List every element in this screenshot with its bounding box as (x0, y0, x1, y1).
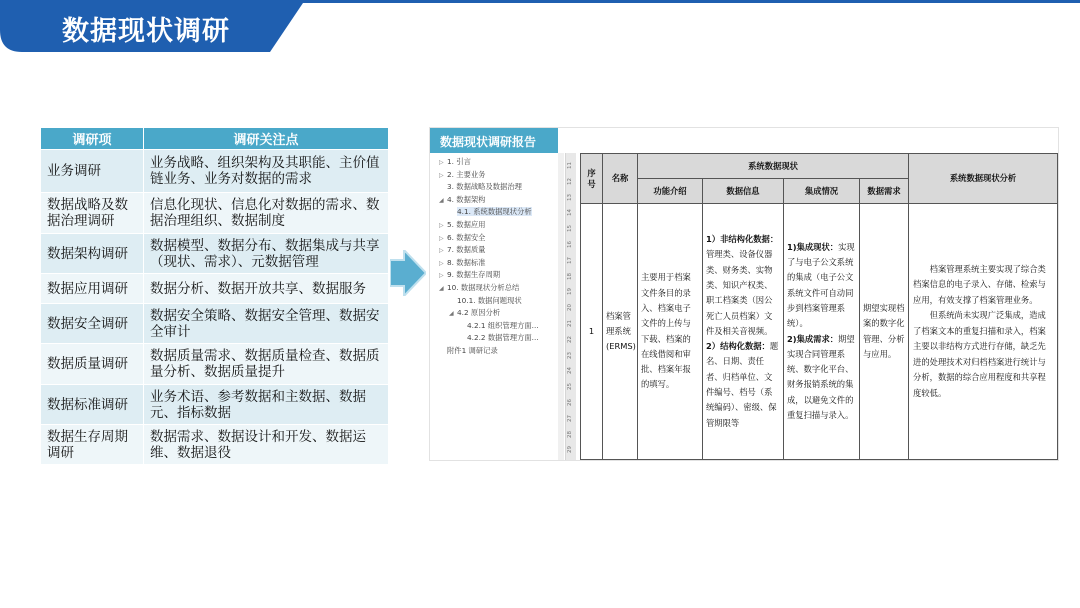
table-row (41, 344, 389, 385)
research-header-item: 调研项 (41, 128, 144, 150)
research-item: 数据安全调研 (41, 304, 144, 344)
doc-cell-seq: 1 (581, 204, 603, 460)
table-row (41, 425, 389, 465)
nav-item-label: 10. 数据现状分析总结 (447, 282, 520, 292)
nav-item[interactable] (430, 257, 565, 270)
doc-cell-need: 期望实现档案的数字化管理、分析与应用。 (860, 204, 909, 460)
integ-heading-status: 1)集成现状： (787, 241, 839, 252)
ruler-number: 19 (567, 288, 573, 296)
document-screenshot (429, 127, 1059, 461)
nav-item[interactable] (430, 194, 565, 207)
nav-item[interactable] (430, 232, 565, 245)
doc-cell-name: 档案管理系统(ERMS) (603, 204, 638, 460)
nav-item[interactable] (430, 295, 565, 308)
doc-cell-func: 主要用于档案文件条目的录入、档案电子文件的上传与下载、档案的在线借阅和审批、档案年报的填写。 (638, 204, 703, 460)
nav-item-label: 8. 数据标准 (447, 257, 486, 267)
table-row (41, 150, 389, 193)
ruler-number: 18 (567, 272, 573, 280)
nav-toggle-icon[interactable]: ▷ (439, 259, 444, 267)
ruler-number: 28 (567, 430, 573, 438)
research-focus: 业务术语、参考数据和主数据、数据元、指标数据 (144, 385, 389, 425)
ruler-number: 16 (567, 241, 573, 248)
navigation-pane (430, 128, 565, 460)
doc-header-info: 数据信息 (703, 179, 784, 204)
research-header-focus: 调研关注点 (144, 128, 389, 150)
doc-cell-integ (784, 204, 860, 460)
nav-toggle-icon[interactable]: ◢ (439, 284, 444, 292)
research-focus: 数据质量需求、数据质量检查、数据质量分析、数据质量提升 (144, 344, 389, 385)
research-focus: 业务战略、组织架构及其职能、主价值链业务、业务对数据的需求 (144, 150, 389, 193)
top-accent-line (300, 0, 1080, 3)
table-row (581, 204, 1058, 460)
nav-toggle-icon[interactable]: ▷ (439, 221, 444, 229)
nav-item[interactable] (430, 269, 565, 282)
nav-item-label: 4.2.1 组织管理方面... (467, 320, 539, 330)
system-status-table (580, 153, 1058, 460)
doc-cell-analysis (909, 204, 1058, 460)
doc-header-status: 系统数据现状 (638, 154, 909, 179)
nav-item[interactable] (430, 169, 565, 182)
research-item: 数据标准调研 (41, 385, 144, 425)
vertical-ruler (565, 153, 576, 460)
analysis-paragraph-2: 但系统尚未实现广泛集成，造成了档案文本的重复扫描和录入，档案主要以非结构方式进行存储，缺乏先进的处理技术对归档档案进行统计与分析，数据的综合应用程度和共享程度较低。 (913, 310, 1046, 398)
doc-header-need: 数据需求 (860, 179, 909, 204)
nav-item[interactable] (430, 206, 565, 219)
nav-toggle-icon[interactable]: ◢ (439, 196, 444, 204)
research-table (40, 127, 389, 465)
nav-item-label: 4.2 原因分析 (457, 308, 501, 318)
title-banner (0, 0, 305, 52)
doc-header-analysis: 系统数据现状分析 (909, 154, 1058, 204)
doc-header-func: 功能介绍 (638, 179, 703, 204)
nav-list (430, 156, 565, 358)
nav-item-label: 4.1. 系统数据现状分析 (457, 207, 532, 217)
ruler-number: 22 (567, 335, 573, 343)
research-item: 数据架构调研 (41, 234, 144, 274)
ruler-number: 21 (567, 320, 573, 327)
nav-toggle-icon[interactable]: ▷ (439, 234, 444, 242)
nav-item[interactable] (430, 307, 565, 320)
nav-item[interactable] (430, 345, 565, 358)
table-row (41, 274, 389, 304)
nav-item-label: 10.1. 数据问题现状 (457, 295, 522, 305)
research-item: 业务调研 (41, 150, 144, 193)
doc-header-integ: 集成情况 (784, 179, 860, 204)
ruler-number: 27 (567, 414, 573, 422)
nav-toggle-icon[interactable]: ▷ (439, 171, 444, 179)
nav-title: 数据现状调研报告 (430, 128, 558, 153)
info-heading-unstructured: 1）非结构化数据： (706, 234, 779, 245)
ruler-number: 24 (567, 367, 573, 375)
table-row (41, 385, 389, 425)
research-item: 数据应用调研 (41, 274, 144, 304)
info-heading-structured: 2）结构化数据： (706, 341, 770, 352)
table-row (41, 193, 389, 234)
ruler-number: 13 (567, 193, 573, 201)
page-title: 数据现状调研 (62, 16, 230, 47)
integ-heading-need: 2)集成需求： (787, 333, 839, 344)
table-row (41, 304, 389, 344)
nav-item-label: 9. 数据生存周期 (447, 270, 501, 280)
nav-item-label: 5. 数据应用 (447, 219, 486, 229)
research-focus: 数据需求、数据设计和开发、数据运维、数据退役 (144, 425, 389, 465)
nav-item[interactable] (430, 244, 565, 257)
nav-item-label: 附件1 调研记录 (447, 345, 498, 355)
ruler-number: 11 (567, 162, 573, 169)
research-focus: 信息化现状、信息化对数据的需求、数据治理组织、数据制度 (144, 193, 389, 234)
nav-item-label: 1. 引言 (447, 157, 471, 166)
research-focus: 数据分析、数据开放共享、数据服务 (144, 274, 389, 304)
ruler-number: 25 (567, 383, 573, 391)
research-item: 数据生存周期调研 (41, 425, 144, 465)
doc-header-name: 名称 (603, 154, 638, 204)
ruler-number: 15 (567, 225, 573, 233)
ruler-number: 29 (567, 446, 573, 454)
integ-text-need: 期望实现合同管理系统、数字化平台、财务报销系统的集成，以避免文件的重复扫描与录入。 (787, 333, 855, 420)
nav-item-label: 6. 数据安全 (447, 232, 486, 242)
research-focus: 数据模型、数据分布、数据集成与共享（现状、需求）、元数据管理 (144, 234, 389, 274)
nav-toggle-icon[interactable]: ▷ (439, 272, 444, 280)
nav-item[interactable] (430, 156, 565, 169)
nav-item-label: 3. 数据战略及数据治理 (447, 182, 522, 192)
research-item: 数据质量调研 (41, 344, 144, 385)
nav-item[interactable] (430, 332, 565, 345)
doc-header-seq: 序号 (581, 154, 603, 204)
ruler-number: 14 (567, 209, 573, 217)
nav-item[interactable] (430, 320, 565, 333)
nav-toggle-icon[interactable]: ▷ (439, 159, 444, 166)
nav-item-label: 7. 数据质量 (447, 245, 486, 255)
ruler-number: 12 (567, 177, 573, 185)
ruler-number: 20 (567, 304, 573, 312)
nav-item-label: 2. 主要业务 (447, 169, 486, 179)
nav-item[interactable] (430, 282, 565, 295)
nav-toggle-icon[interactable]: ▷ (439, 247, 444, 255)
right-arrow-icon (390, 250, 426, 300)
table-row (41, 234, 389, 274)
info-text-structured: 题名、日期、责任者、归档单位、文件编号、档号（系统编码）、密级、保管期限等 (706, 341, 779, 428)
ruler-number: 23 (567, 351, 573, 359)
info-text-unstructured: 管理类、设备仪器类、财务类、实物类、知识产权类、职工档案类（因公死亡人员档案）文件及相关音视频。 (706, 249, 773, 336)
nav-scrollbar[interactable] (558, 153, 564, 460)
nav-toggle-icon[interactable]: ◢ (449, 310, 454, 318)
nav-item-label: 4.2.2 数据管理方面... (467, 333, 539, 343)
integ-text-status: 实现了与电子公文系统的集成（电子公文系统文件可自动同步到档案管理系统）。 (787, 241, 855, 329)
nav-item[interactable] (430, 219, 565, 232)
nav-item-label: 4. 数据架构 (447, 194, 486, 204)
analysis-paragraph-1: 档案管理系统主要实现了综合类档案信息的电子录入、存储、检索与应用，有效支撑了档案管理业务。 (913, 263, 1046, 305)
ruler-number: 26 (567, 399, 573, 406)
research-item: 数据战略及数据治理调研 (41, 193, 144, 234)
research-focus: 数据安全策略、数据安全管理、数据安全审计 (144, 304, 389, 344)
ruler-number: 17 (567, 256, 573, 264)
doc-cell-info (703, 204, 784, 460)
nav-item[interactable] (430, 181, 565, 194)
